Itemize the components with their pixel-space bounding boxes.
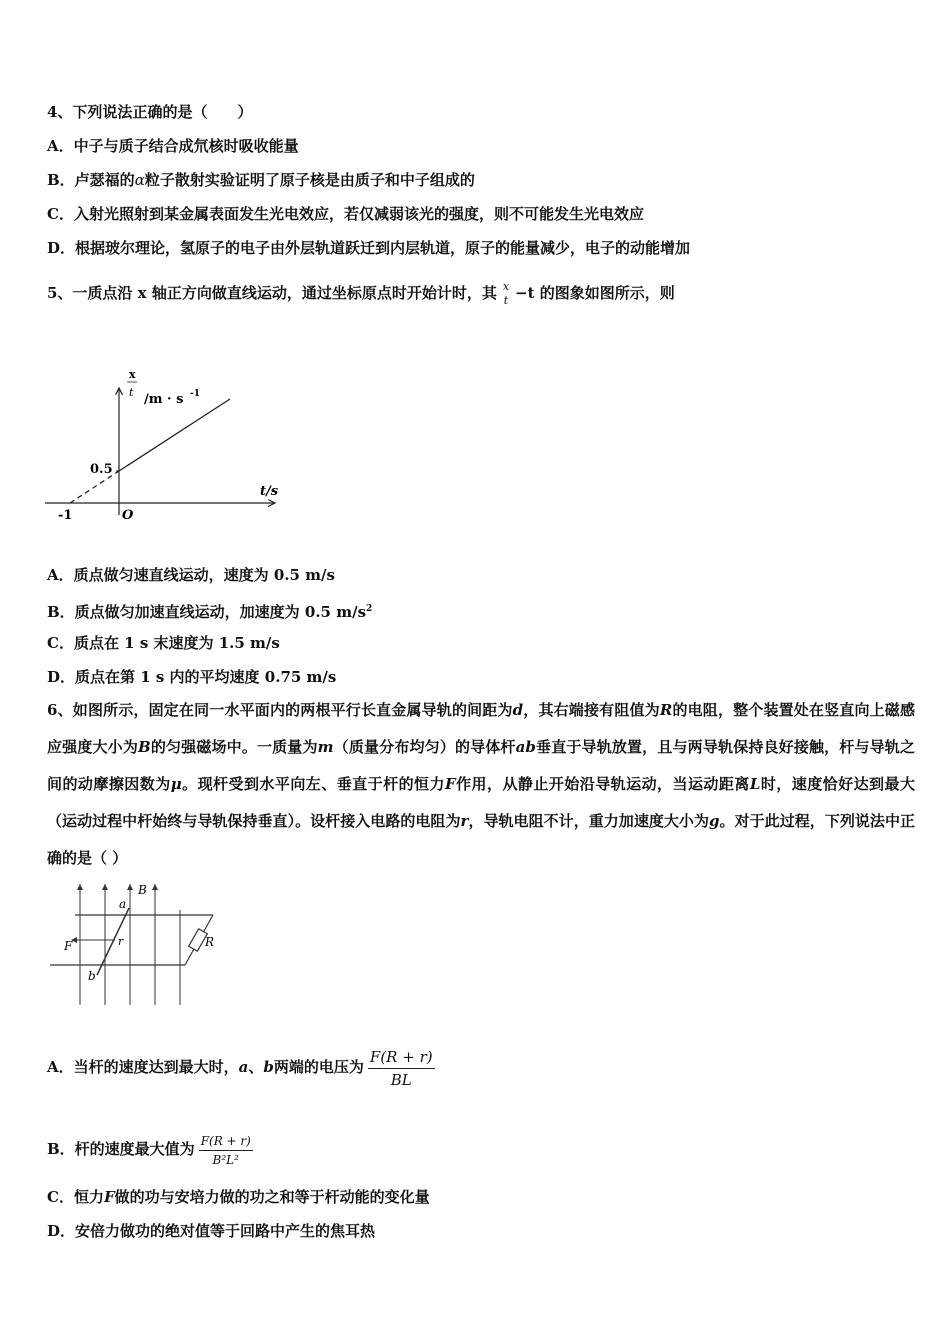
origin-label: O xyxy=(122,508,134,523)
x-tick-label: -1 xyxy=(58,508,73,523)
q4-option-b: B．卢瑟福的α粒子散射实验证明了原子核是由质子和中子组成的 xyxy=(47,171,475,189)
q4-option-a: A．中子与质子结合成氘核时吸收能量 xyxy=(47,137,299,155)
xt-fraction: x t xyxy=(502,280,510,307)
q6-stem: 6、如图所示，固定在同一水平面内的两根平行长直金属导轨的间距为d，其右端接有阻值为R的电阻，整个装置处在竖直向上磁感应强度大小为B的匀强磁场中。一质量为m（质量分布均匀）的导体杆ab垂直于导轨放置，且与两导轨保持良好接触，杆与导轨之间的动摩擦因数为μ。现杆受到水平向左、垂直于杆的恒力F作用，从静止开始沿导轨运动，当运动距离L时，速度恰好达到最大（运动过程中杆始终与导轨保持垂直）。设杆接入电路的电阻为r，导轨电阻不计，重力加速度大小为g。对于此过程，下列说法中正确的是（ ） xyxy=(47,701,915,867)
q6-option-b: B．杆的速度最大值为 $\frac{F(R + r)}{\text{B²L²}}$ xyxy=(47,1133,251,1167)
q6-option-a: A．当杆的速度达到最大时，a、b两端的电压为 $\frac{F(R + r)}{BL}$ xyxy=(47,1047,433,1089)
y-unit-exp: -1 xyxy=(190,389,200,399)
solid-line xyxy=(119,399,230,471)
label-r: r xyxy=(118,935,124,948)
q5-option-b: B．质点做匀加速直线运动，加速度为 0.5 $m/s^2$ xyxy=(47,603,373,621)
rail-figure xyxy=(45,880,225,1010)
q5-stem: 5、一质点沿 x 轴正方向做直线运动，通过坐标原点时开始计时，其 x t −t 的图象如图所示，则 xyxy=(47,280,675,307)
q5-option-c: C．质点在 1 s 末速度为 1.5 m/s xyxy=(47,634,280,652)
y-tick-label: 0.5 xyxy=(90,462,113,477)
option-b-fraction: $\frac{F(R + r)}{\text{B²L²}}$ xyxy=(200,1133,251,1167)
label-b: b xyxy=(88,969,96,983)
x-label: t/s xyxy=(260,484,279,499)
option-a-fraction: $\frac{F(R + r)}{BL}$ xyxy=(369,1047,433,1089)
q6-option-c: C．恒力F做的功与安培力做的功之和等于杆动能的变化量 xyxy=(47,1188,430,1206)
q4-stem: 4、下列说法正确的是（ ） xyxy=(47,103,253,121)
label-R: R xyxy=(205,935,215,949)
q4-option-d: D．根据玻尔理论，氢原子的电子由外层轨道跃迁到内层轨道，原子的能量减少，电子的动能增加 xyxy=(47,239,691,257)
q6-option-d: D．安倍力做功的绝对值等于回路中产生的焦耳热 xyxy=(47,1222,376,1240)
field-lines xyxy=(80,884,180,1005)
xt-graph xyxy=(40,360,300,530)
q4-option-c: C．入射光照射到某金属表面发生光电效应，若仅减弱该光的强度，则不可能发生光电效应 xyxy=(47,205,644,223)
q5-option-a: A．质点做匀速直线运动，速度为 0.5 m/s xyxy=(47,566,335,584)
y-label-num: x xyxy=(129,368,136,381)
label-a: a xyxy=(119,897,127,911)
label-B: B xyxy=(138,883,147,897)
y-label-den: t xyxy=(129,386,134,399)
y-unit: /m · s xyxy=(144,392,184,407)
label-F: F xyxy=(64,939,73,953)
q5-option-d: D．质点在第 1 s 内的平均速度 0.75 m/s xyxy=(47,668,337,686)
